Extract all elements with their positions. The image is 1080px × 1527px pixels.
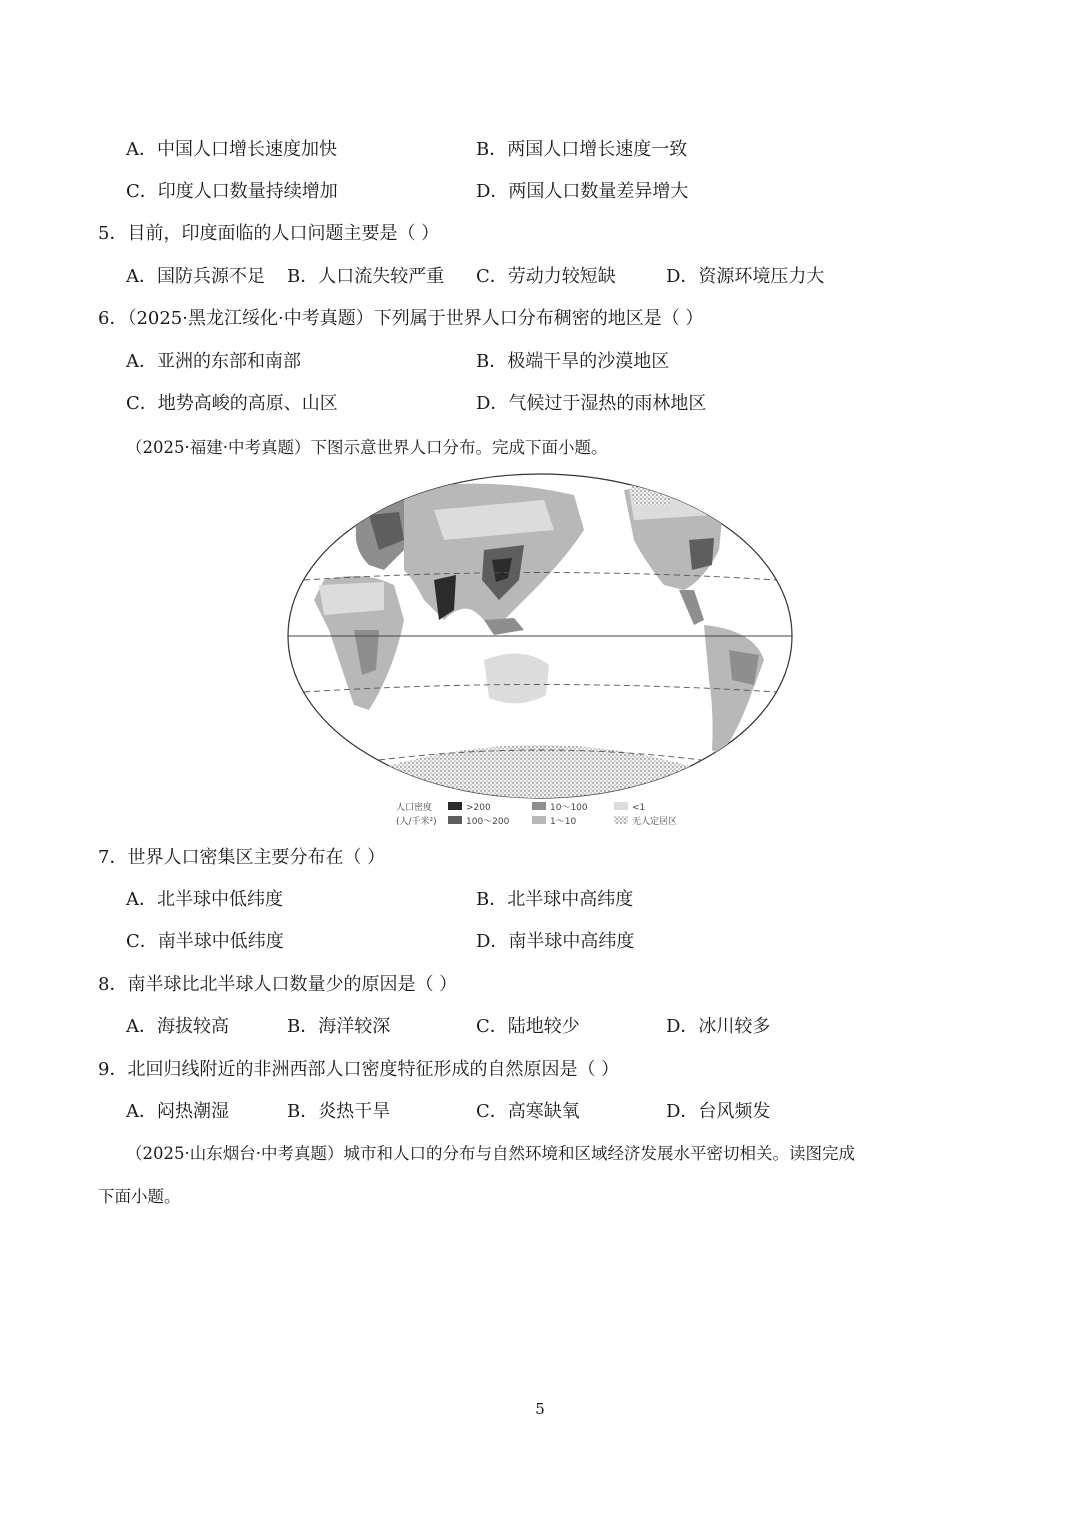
q6-option-a: A．亚洲的东部和南部 bbox=[126, 351, 301, 372]
map-legend bbox=[396, 801, 677, 827]
q4-option-b: B．两国人口增长速度一致 bbox=[476, 139, 688, 160]
legend-swatch-lt1 bbox=[614, 802, 628, 810]
q8-option-b: B．海洋较深 bbox=[287, 1016, 391, 1037]
q5-option-a: A．国防兵源不足 bbox=[126, 266, 265, 287]
legend-title-unit: (人/千米²) bbox=[396, 817, 437, 827]
q7-option-a: A．北半球中低纬度 bbox=[126, 889, 283, 910]
q4-option-d: D．两国人口数量差异增大 bbox=[476, 181, 689, 202]
legend-swatch-uninhabited bbox=[614, 816, 628, 824]
us-east-dense bbox=[689, 538, 714, 570]
q8-option-a: A．海拔较高 bbox=[126, 1016, 229, 1037]
greenland bbox=[629, 475, 674, 505]
q7-stem: 7．世界人口密集区主要分布在（ ） bbox=[98, 847, 386, 868]
q6-option-b: B．极端干旱的沙漠地区 bbox=[476, 351, 670, 372]
q5-option-b: B．人口流失较严重 bbox=[287, 266, 445, 287]
page-number: 5 bbox=[535, 1400, 545, 1418]
legend-swatch-1-10 bbox=[532, 816, 546, 824]
australia-shape bbox=[484, 654, 549, 704]
q9-option-b: B．炎热干旱 bbox=[287, 1101, 391, 1122]
legend-swatch-100-200 bbox=[448, 816, 462, 824]
legend-label-uninhabited: 无人定居区 bbox=[632, 817, 678, 827]
brazil-coast bbox=[729, 650, 759, 685]
group-intro-yantai-line1: （2025·山东烟台·中考真题）城市和人口的分布与自然环境和区域经济发展水平密切相关。读图完成 bbox=[126, 1144, 855, 1163]
legend-label-1-10: 1～10 bbox=[550, 817, 577, 827]
q6-option-c: C．地势高峻的高原、山区 bbox=[126, 393, 338, 414]
group-intro-fujian: （2025·福建·中考真题）下图示意世界人口分布。完成下面小题。 bbox=[126, 438, 608, 457]
legend-label-10-100: 10～100 bbox=[550, 803, 588, 813]
q7-option-b: B．北半球中高纬度 bbox=[476, 889, 634, 910]
q6-stem: 6．（2025·黑龙江绥化·中考真题）下列属于世界人口分布稠密的地区是（ ） bbox=[98, 308, 704, 329]
q4-option-a: A．中国人口增长速度加快 bbox=[126, 139, 337, 160]
sahara bbox=[319, 582, 384, 615]
q5-option-c: C．劳动力较短缺 bbox=[476, 266, 616, 287]
legend-label-lt1: <1 bbox=[632, 803, 646, 813]
q4-option-c: C．印度人口数量持续增加 bbox=[126, 181, 338, 202]
legend-title-density: 人口密度 bbox=[396, 803, 433, 813]
q8-stem: 8．南半球比北半球人口数量少的原因是（ ） bbox=[98, 974, 458, 995]
q7-option-c: C．南半球中低纬度 bbox=[126, 931, 284, 952]
group-intro-yantai-line2: 下面小题。 bbox=[98, 1187, 181, 1206]
q6-option-d: D．气候过于湿热的雨林地区 bbox=[476, 393, 707, 414]
legend-swatch-gt200 bbox=[448, 802, 462, 810]
legend-swatch-10-100 bbox=[532, 802, 546, 810]
legend-label-gt200: >200 bbox=[466, 803, 491, 813]
q9-option-d: D．台风频发 bbox=[666, 1101, 771, 1122]
q5-stem: 5．目前，印度面临的人口问题主要是（ ） bbox=[98, 223, 440, 244]
q7-option-d: D．南半球中高纬度 bbox=[476, 931, 635, 952]
q5-option-d: D．资源环境压力大 bbox=[666, 266, 825, 287]
q9-option-c: C．高寒缺氧 bbox=[476, 1101, 580, 1122]
q8-option-d: D．冰川较多 bbox=[666, 1016, 771, 1037]
q8-option-c: C．陆地较少 bbox=[476, 1016, 580, 1037]
q9-option-a: A．闷热潮湿 bbox=[126, 1101, 229, 1122]
legend-label-100-200: 100～200 bbox=[466, 817, 510, 827]
q9-stem: 9．北回归线附近的非洲西部人口密度特征形成的自然原因是（ ） bbox=[98, 1059, 620, 1080]
world-population-map bbox=[284, 470, 796, 834]
